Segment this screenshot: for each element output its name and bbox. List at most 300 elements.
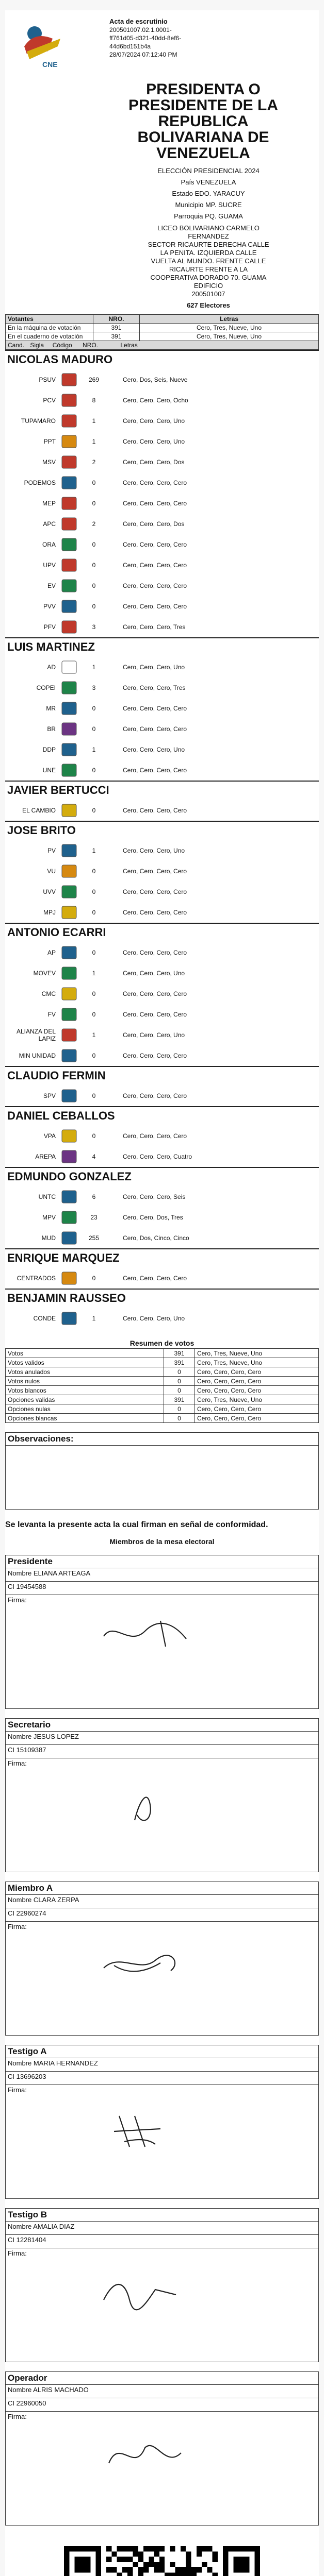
resumen-label: Votos nulos — [6, 1377, 164, 1386]
party-votes-words: Cero, Cero, Cero, Cero — [123, 767, 187, 774]
signatory-box — [5, 1882, 319, 2036]
signatory-name: Nombre JESUS LOPEZ — [6, 1732, 318, 1745]
col-cand: Cand. — [8, 342, 25, 349]
firma-label: Firma: — [8, 2086, 27, 2094]
resumen-row — [6, 1395, 319, 1404]
party-logo-icon — [59, 721, 79, 737]
resumen-row — [6, 1377, 319, 1386]
party-logo-icon — [59, 680, 79, 696]
party-name: CMC — [41, 990, 56, 997]
resumen-nro: 391 — [164, 1349, 195, 1358]
signatory-firma — [6, 1922, 318, 2035]
party-votes: 0 — [92, 705, 96, 712]
firma-label: Firma: — [8, 2249, 27, 2257]
signatory-box — [5, 2371, 319, 2526]
party-row — [5, 431, 319, 452]
party-row — [5, 575, 319, 596]
party-name: AD — [47, 664, 56, 671]
party-row — [5, 963, 319, 984]
party-votes: 0 — [92, 725, 96, 733]
party-votes-words: Cero, Cero, Cero, Cero — [123, 1092, 187, 1099]
party-votes-words: Cero, Cero, Cero, Uno — [123, 1315, 185, 1322]
signatory-role: Presidente — [6, 1555, 318, 1568]
signatory-firma — [6, 2248, 318, 2362]
resumen-row — [6, 1414, 319, 1423]
party-name: PODEMOS — [24, 479, 56, 486]
party-row — [5, 719, 319, 739]
candidate-name: JAVIER BERTUCCI — [5, 781, 319, 800]
handwritten-signature-icon — [99, 1616, 202, 1672]
resumen-row — [6, 1367, 319, 1377]
party-votes: 0 — [92, 500, 96, 507]
resumen-label: Votos validos — [6, 1358, 164, 1367]
party-logo-icon — [59, 1027, 79, 1043]
party-votes: 8 — [92, 397, 96, 404]
party-logo-icon — [59, 393, 79, 408]
party-votes: 1 — [92, 746, 96, 753]
party-votes-words: Cero, Cero, Cero, Dos — [123, 520, 185, 528]
party-logo-icon — [59, 742, 79, 757]
candidates-list — [5, 350, 319, 1329]
party-votes-words: Cero, Cero, Cero, Cero — [123, 868, 187, 875]
signatory-role: Operador — [6, 2372, 318, 2385]
party-logo-icon — [59, 1270, 79, 1286]
party-votes: 0 — [92, 1275, 96, 1282]
resumen-nro: 0 — [164, 1414, 195, 1423]
title-line: VENEZUELA — [156, 145, 250, 162]
party-votes: 0 — [92, 767, 96, 774]
party-votes-words: Cero, Cero, Cero, Cero — [123, 949, 187, 956]
party-votes: 4 — [92, 1153, 96, 1160]
party-votes-words: Cero, Dos, Cinco, Cinco — [123, 1234, 189, 1242]
signatory-box — [5, 2208, 319, 2362]
party-row — [5, 861, 319, 882]
party-votes-words: Cero, Dos, Seis, Nueve — [123, 376, 188, 383]
acta-hash-2: 44d6bd151b4a — [109, 43, 151, 50]
resumen-nro: 0 — [164, 1404, 195, 1414]
acta-number: 200501007.02.1.0001- — [109, 26, 172, 33]
party-name: SPV — [43, 1092, 56, 1099]
party-name: FV — [47, 1011, 56, 1018]
party-row — [5, 1146, 319, 1167]
acta-datetime: 28/07/2024 07:12:40 PM — [109, 51, 177, 58]
party-logo-icon — [59, 945, 79, 960]
party-row — [5, 493, 319, 514]
signatures-list — [5, 1555, 319, 2526]
observaciones-label: Observaciones: — [6, 1433, 318, 1446]
party-logo-icon — [59, 557, 79, 573]
address-line: VUELTA AL MUNDO. FRENTE CALLE — [151, 257, 266, 265]
party-row — [5, 902, 319, 923]
acta-title: Acta de escrutinio — [109, 18, 168, 25]
party-row — [5, 760, 319, 781]
party-name: MPJ — [43, 909, 56, 916]
party-logo-icon — [59, 434, 79, 449]
address-line: LA PENITA. IZQUIERDA CALLE — [160, 249, 257, 257]
party-logo-icon — [59, 863, 79, 879]
party-votes-words: Cero, Cero, Cero, Uno — [123, 847, 185, 854]
col-letras: Letras — [120, 342, 138, 349]
party-logo-icon — [59, 986, 79, 1002]
qr-code — [64, 2546, 260, 2576]
party-votes-words: Cero, Cero, Cero, Cero — [123, 990, 187, 997]
party-row — [5, 1025, 319, 1045]
receipt-header — [5, 10, 319, 72]
party-name: UVV — [43, 888, 56, 895]
municipality: Municipio MP. SUCRE — [175, 201, 242, 209]
party-votes-words: Cero, Cero, Cero, Uno — [123, 664, 185, 671]
party-votes-words: Cero, Cero, Cero, Uno — [123, 970, 185, 977]
title-line: REPUBLICA — [158, 113, 249, 130]
party-votes: 23 — [90, 1214, 98, 1221]
address-line: EDIFICIO — [193, 282, 223, 290]
party-logo-icon — [59, 843, 79, 858]
party-name: PV — [47, 847, 56, 854]
party-name: PVV — [43, 603, 56, 610]
country: País VENEZUELA — [181, 178, 236, 186]
party-votes: 0 — [92, 1052, 96, 1059]
party-row — [5, 698, 319, 719]
party-logo-icon — [59, 372, 79, 387]
party-row — [5, 555, 319, 575]
candidates-header-row — [6, 341, 319, 350]
signatory-name: Nombre ELIANA ARTEAGA — [6, 1568, 318, 1582]
candidates-header-cell — [6, 341, 319, 350]
col-codigo: Código — [52, 342, 72, 349]
party-votes: 0 — [92, 541, 96, 548]
party-votes-words: Cero, Cero, Cero, Cero — [123, 562, 187, 569]
resumen-letras: Cero, Cero, Cero, Cero — [195, 1414, 319, 1423]
votantes-header-row — [6, 315, 319, 324]
party-votes-words: Cero, Cero, Cero, Uno — [123, 438, 185, 445]
firma-label: Firma: — [8, 1923, 27, 1930]
resumen-nro: 391 — [164, 1395, 195, 1404]
party-row — [5, 840, 319, 861]
party-votes: 0 — [92, 562, 96, 569]
party-name: UNE — [42, 767, 56, 774]
party-logo-icon — [59, 454, 79, 470]
party-votes: 0 — [92, 603, 96, 610]
votantes-col-letras: Letras — [140, 315, 319, 324]
party-votes-words: Cero, Cero, Cero, Tres — [123, 684, 186, 691]
party-votes: 0 — [92, 807, 96, 814]
party-votes: 1 — [92, 438, 96, 445]
party-votes: 0 — [92, 888, 96, 895]
party-votes-words: Cero, Cero, Cero, Ocho — [123, 397, 188, 404]
resumen-letras: Cero, Cero, Cero, Cero — [195, 1367, 319, 1377]
party-row — [5, 514, 319, 534]
party-logo-icon — [59, 659, 79, 675]
acta-identification — [89, 15, 313, 72]
candidate-name: EDMUNDO GONZALEZ — [5, 1167, 319, 1187]
party-name: AP — [47, 949, 56, 956]
address-line: SECTOR RICAURTE DERECHA CALLE — [148, 241, 269, 248]
cne-logo-icon — [11, 15, 89, 72]
candidate-name: LUIS MARTINEZ — [5, 637, 319, 657]
party-name: MOVEV — [33, 970, 56, 977]
party-votes: 255 — [88, 1234, 100, 1242]
firma-label: Firma: — [8, 2413, 27, 2420]
candidate-block — [5, 637, 319, 781]
party-votes: 1 — [92, 664, 96, 671]
resumen-label: Opciones nulas — [6, 1404, 164, 1414]
handwritten-signature-icon — [99, 1942, 202, 1999]
electores-count: 627 Electores — [187, 301, 230, 309]
party-name: MIN UNIDAD — [19, 1052, 56, 1059]
party-votes: 1 — [92, 1031, 96, 1039]
resumen-label: Votos blancos — [6, 1386, 164, 1395]
party-name: BR — [47, 725, 56, 733]
party-votes: 3 — [92, 684, 96, 691]
party-row — [5, 1228, 319, 1248]
party-logo-icon — [59, 619, 79, 635]
party-logo-icon — [59, 803, 79, 818]
party-row — [5, 657, 319, 677]
title-line: BOLIVARIANA DE — [137, 129, 269, 146]
party-votes-words: Cero, Cero, Cero, Dos — [123, 459, 185, 466]
party-row — [5, 390, 319, 411]
party-votes-words: Cero, Cero, Cero, Uno — [123, 746, 185, 753]
parish: Parroquia PQ. GUAMA — [174, 212, 243, 220]
signatory-ci: CI 12281404 — [6, 2235, 318, 2248]
party-votes-words: Cero, Cero, Cero, Cero — [123, 909, 187, 916]
party-logo-icon — [59, 537, 79, 552]
party-logo-icon — [59, 413, 79, 429]
party-logo-icon — [59, 496, 79, 511]
party-row — [5, 1086, 319, 1106]
signatory-role: Secretario — [6, 1719, 318, 1732]
party-votes-words: Cero, Cero, Cero, Cero — [123, 1011, 187, 1018]
party-name: VU — [47, 868, 56, 875]
signatory-name: Nombre AMALIA DIAZ — [6, 2222, 318, 2235]
candidate-name: ANTONIO ECARRI — [5, 923, 319, 942]
signatory-name: Nombre ALRIS MACHADO — [6, 2385, 318, 2398]
party-logo-icon — [59, 701, 79, 716]
party-logo-icon — [59, 1210, 79, 1225]
center-name-line: FERNANDEZ — [188, 232, 229, 240]
signatory-ci: CI 19454588 — [6, 1582, 318, 1595]
col-nro: NRO. — [83, 342, 99, 349]
center-name — [98, 224, 319, 298]
resumen-section — [5, 1339, 319, 1423]
resumen-letras: Cero, Cero, Cero, Cero — [195, 1386, 319, 1395]
party-logo-icon — [59, 1189, 79, 1205]
resumen-nro: 0 — [164, 1367, 195, 1377]
election-name: ELECCIÓN PRESIDENCIAL 2024 — [157, 167, 260, 175]
candidate-block — [5, 1289, 319, 1329]
party-votes-words: Cero, Cero, Cero, Cuatro — [123, 1153, 192, 1160]
signatory-firma — [6, 2412, 318, 2525]
party-logo-icon — [59, 1128, 79, 1144]
party-name: COPEI — [36, 684, 56, 691]
party-name: AREPA — [35, 1153, 56, 1160]
party-votes: 0 — [92, 1092, 96, 1099]
candidate-name: JOSE BRITO — [5, 821, 319, 840]
party-votes-words: Cero, Cero, Cero, Cero — [123, 888, 187, 895]
party-row — [5, 452, 319, 472]
party-name: MUD — [41, 1234, 56, 1242]
party-name: MSV — [42, 459, 56, 466]
votantes-row — [6, 332, 319, 341]
svg-text:CNE: CNE — [42, 60, 58, 69]
party-votes: 269 — [88, 376, 100, 383]
candidate-name: DANIEL CEBALLOS — [5, 1106, 319, 1126]
party-votes: 6 — [92, 1193, 96, 1200]
party-logo-icon — [59, 1311, 79, 1326]
signatory-firma — [6, 1595, 318, 1708]
party-row — [5, 882, 319, 902]
signatory-ci: CI 15109387 — [6, 1745, 318, 1758]
party-votes-words: Cero, Cero, Cero, Cero — [123, 603, 187, 610]
party-logo-icon — [59, 599, 79, 614]
resumen-label: Opciones blancas — [6, 1414, 164, 1423]
resumen-letras: Cero, Tres, Nueve, Uno — [195, 1395, 319, 1404]
resumen-letras: Cero, Tres, Nueve, Uno — [195, 1349, 319, 1358]
party-name: ALIANZA DEL LAPIZ — [16, 1028, 56, 1042]
party-votes: 1 — [92, 1315, 96, 1322]
party-votes: 3 — [92, 623, 96, 631]
votantes-row-label: En el cuaderno de votación — [6, 332, 93, 341]
firma-label: Firma: — [8, 1596, 27, 1604]
signatory-box — [5, 1718, 319, 1872]
center-code: 200501007 — [191, 290, 225, 298]
party-votes-words: Cero, Cero, Cero, Uno — [123, 1031, 185, 1039]
party-logo-icon — [59, 475, 79, 490]
party-name: EV — [47, 582, 56, 589]
party-votes-words: Cero, Cero, Cero, Cero — [123, 1052, 187, 1059]
resumen-nro: 391 — [164, 1358, 195, 1367]
votantes-row-letras: Cero, Tres, Nueve, Uno — [140, 324, 319, 332]
resumen-nro: 0 — [164, 1386, 195, 1395]
votantes-col-nro: NRO. — [93, 315, 140, 324]
firma-label: Firma: — [8, 1759, 27, 1767]
party-logo-icon — [59, 965, 79, 981]
title-line: PRESIDENTA O — [146, 81, 261, 98]
candidate-name: ENRIQUE MARQUEZ — [5, 1248, 319, 1268]
party-name: TUPAMARO — [21, 417, 56, 425]
party-row — [5, 677, 319, 698]
party-row — [5, 1045, 319, 1066]
candidate-block — [5, 923, 319, 1066]
party-name: PCV — [43, 397, 56, 404]
party-row — [5, 1126, 319, 1146]
handwritten-signature-icon — [99, 2432, 202, 2489]
candidate-block — [5, 781, 319, 821]
address-line: COOPERATIVA DORADO 70. GUAMA — [150, 274, 267, 281]
party-row — [5, 800, 319, 821]
votantes-table — [5, 314, 319, 350]
party-votes: 0 — [92, 868, 96, 875]
resumen-letras: Cero, Cero, Cero, Cero — [195, 1377, 319, 1386]
resumen-title: Resumen de votos — [129, 1339, 195, 1347]
signatory-firma — [6, 2085, 318, 2198]
votantes-row-label: En la máquina de votación — [6, 324, 93, 332]
party-votes: 0 — [92, 479, 96, 486]
resumen-label: Opciones validas — [6, 1395, 164, 1404]
party-votes-words: Cero, Cero, Cero, Cero — [123, 807, 187, 814]
qr-code-icon — [64, 2546, 260, 2576]
resumen-table — [5, 1348, 319, 1423]
candidate-block — [5, 1167, 319, 1248]
party-logo-icon — [59, 578, 79, 594]
party-votes-words: Cero, Cero, Cero, Cero — [123, 725, 187, 733]
resumen-row — [6, 1404, 319, 1414]
party-votes: 1 — [92, 417, 96, 425]
party-votes-words: Cero, Cero, Cero, Cero — [123, 1132, 187, 1140]
center-name-line: LICEO BOLIVARIANO CARMELO — [157, 224, 260, 232]
party-name: ORA — [42, 541, 56, 548]
party-logo-icon — [59, 905, 79, 920]
party-name: UNTC — [38, 1193, 56, 1200]
miembros-title: Miembros de la mesa electoral — [109, 1537, 215, 1546]
party-name: MPV — [42, 1214, 56, 1221]
votantes-col-label: Votantes — [6, 315, 93, 324]
party-votes: 1 — [92, 970, 96, 977]
party-name: APC — [43, 520, 56, 528]
resumen-label: Votos anulados — [6, 1367, 164, 1377]
party-votes-words: Cero, Cero, Cero, Tres — [123, 623, 186, 631]
resumen-row — [6, 1349, 319, 1358]
party-votes: 0 — [92, 1132, 96, 1140]
acta-hash-1: ff761d05-d321-40dd-8ef6- — [109, 35, 182, 42]
party-votes: 0 — [92, 582, 96, 589]
signatory-box — [5, 1555, 319, 1709]
party-votes: 2 — [92, 520, 96, 528]
cne-logo — [11, 15, 89, 72]
party-name: PPT — [43, 438, 56, 445]
party-row — [5, 534, 319, 555]
handwritten-signature-icon — [99, 2269, 202, 2326]
party-votes: 2 — [92, 459, 96, 466]
votantes-row-letras: Cero, Tres, Nueve, Uno — [140, 332, 319, 341]
party-name: PFV — [43, 623, 56, 631]
party-row — [5, 739, 319, 760]
signatory-name: Nombre MARIA HERNANDEZ — [6, 2058, 318, 2072]
party-row — [5, 1268, 319, 1289]
party-logo-icon — [59, 516, 79, 532]
acta-receipt — [5, 10, 319, 2576]
party-row — [5, 369, 319, 390]
signatory-name: Nombre CLARA ZERPA — [6, 1895, 318, 1908]
party-name: DDP — [42, 746, 56, 753]
handwritten-signature-icon — [99, 2106, 202, 2162]
party-logo-icon — [59, 1088, 79, 1104]
party-row — [5, 1308, 319, 1329]
party-name: CONDE — [33, 1315, 56, 1322]
resumen-letras: Cero, Tres, Nueve, Uno — [195, 1358, 319, 1367]
party-name: EL CAMBIO — [22, 807, 56, 814]
party-votes-words: Cero, Cero, Cero, Cero — [123, 541, 187, 548]
election-title — [98, 81, 309, 161]
candidate-block — [5, 350, 319, 637]
signatory-role: Testigo A — [6, 2045, 318, 2058]
party-row — [5, 411, 319, 431]
party-name: MR — [46, 705, 56, 712]
candidate-block — [5, 1066, 319, 1106]
observaciones-box — [5, 1432, 319, 1510]
resumen-letras: Cero, Cero, Cero, Cero — [195, 1404, 319, 1414]
party-row — [5, 942, 319, 963]
party-row — [5, 1207, 319, 1228]
party-votes-words: Cero, Cero, Cero, Uno — [123, 417, 185, 425]
candidate-name: NICOLAS MADURO — [5, 350, 319, 369]
party-logo-icon — [59, 1007, 79, 1022]
candidate-name: BENJAMIN RAUSSEO — [5, 1289, 319, 1308]
party-row — [5, 984, 319, 1004]
resumen-row — [6, 1358, 319, 1367]
candidate-name: CLAUDIO FERMIN — [5, 1066, 319, 1086]
party-votes-words: Cero, Cero, Dos, Tres — [123, 1214, 183, 1221]
